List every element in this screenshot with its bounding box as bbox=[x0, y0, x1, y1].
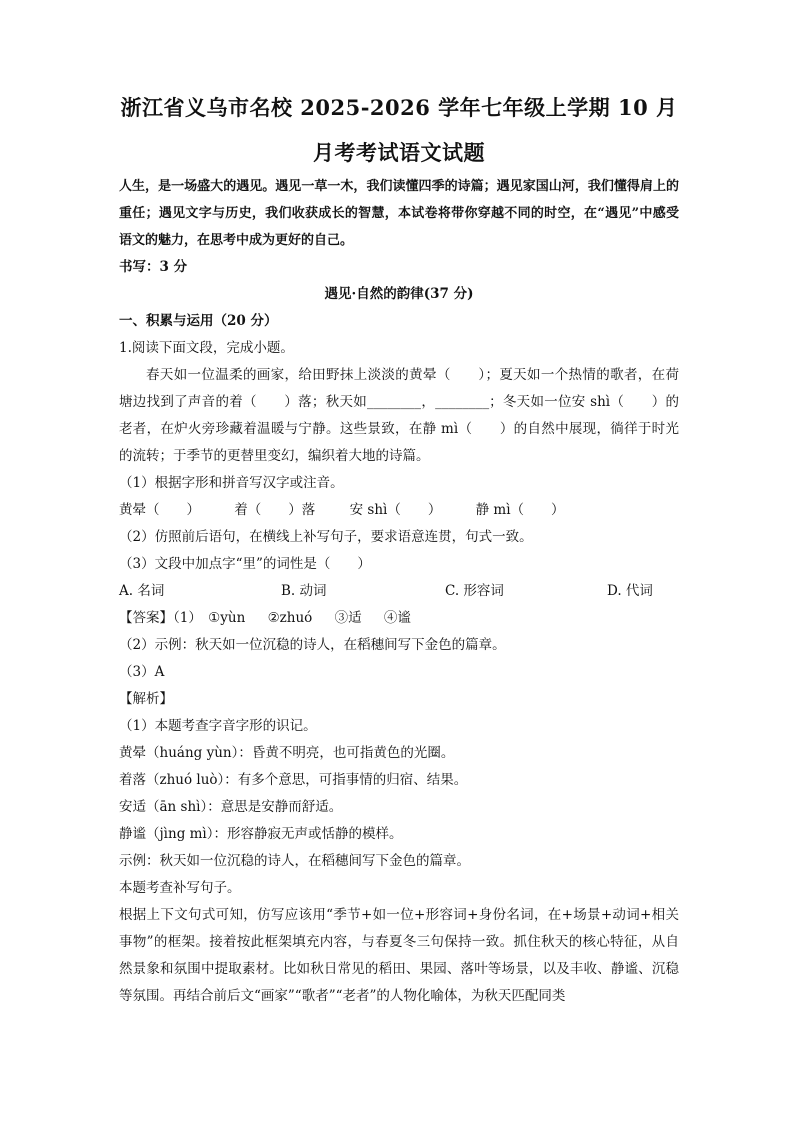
explain-line: 安适（ān shì）：意思是安静而舒适。 bbox=[119, 799, 343, 815]
pinyin-item: 安 shì（ ） bbox=[349, 502, 442, 518]
document-title-line2: 月考考试语文试题 bbox=[313, 140, 485, 165]
section-title: 遇见·自然的韵律(37 分) bbox=[324, 286, 474, 302]
document-page bbox=[119, 96, 679, 1010]
pinyin-items-row bbox=[119, 497, 679, 524]
explain-line: 静谧（jìng mì）：形容静寂无声或恬静的模样。 bbox=[119, 826, 403, 842]
analysis-label: 【解析】 bbox=[119, 691, 173, 707]
answer-item: ①yùn bbox=[208, 610, 246, 626]
pinyin-item: 着（ ）落 bbox=[234, 502, 316, 518]
answer-3: （3）A bbox=[119, 664, 165, 680]
analysis-1: （1）本题考查字音字形的识记。 bbox=[119, 718, 317, 734]
explain-line: 着落（zhuó luò）：有多个意思，可指事情的归宿、结果。 bbox=[119, 772, 468, 788]
option-a: A. 名词 bbox=[119, 583, 165, 599]
sub-question-3: （3）文段中加点字“里”的词性是（ ） bbox=[119, 556, 371, 572]
option-d: D. 代词 bbox=[607, 583, 653, 599]
answer-row bbox=[119, 605, 679, 632]
option-b: B. 动词 bbox=[281, 583, 327, 599]
answer-item: ③适 bbox=[334, 610, 362, 626]
answer-2: （2）示例：秋天如一位沉稳的诗人，在稻穗间写下金色的篇章。 bbox=[119, 637, 506, 653]
final-analysis-paragraph: 根据上下文句式可知，仿写应该用“季节+如一位+形容词+身份名词，在+场景+动词+相关事物”的框架。接着按此框架填充内容，与春夏冬三句保持一致。抓住秋天的核心特征，从自然景象和氛围中提取素材。比如秋日常见的稻田、果园、落叶等场景，以及丰收、静谧、沉稳等氛围。再结合前后文“画家”“歌者”“老者”的人物化喻体，为秋天匹配同类 bbox=[119, 907, 679, 1004]
explain-line: 本题考查补写句子。 bbox=[119, 880, 241, 896]
explain-line: 黄晕（huáng yùn）：昏黄不明亮，也可指黄色的光圈。 bbox=[119, 745, 455, 761]
pinyin-item: 静 mì（ ） bbox=[475, 502, 565, 518]
intro-paragraph: 人生，是一场盛大的遇见。遇见一草一木，我们读懂四季的诗篇；遇见家国山河，我们懂得肩上的重任；遇见文字与历史，我们收获成长的智慧，本试卷将带你穿越不同的时空，在“遇见”中感受语文的魅力，在思考中成为更好的自己。 bbox=[119, 179, 679, 248]
sub-question-1: （1）根据字形和拼音写汉字或注音。 bbox=[119, 475, 344, 491]
options-row bbox=[119, 578, 679, 605]
option-c: C. 形容词 bbox=[445, 583, 504, 599]
part-one-heading: 一、积累与运用（20 分） bbox=[119, 313, 278, 329]
explain-line: 示例：秋天如一位沉稳的诗人，在稻穗间写下金色的篇章。 bbox=[119, 853, 470, 869]
writing-score: 书写：3 分 bbox=[119, 259, 188, 275]
question-1: 1.阅读下面文段，完成小题。 bbox=[119, 340, 294, 356]
sub-question-2: （2）仿照前后语句，在横线上补写句子，要求语意连贯，句式一致。 bbox=[119, 529, 533, 545]
answer-item: ②zhuó bbox=[267, 610, 313, 626]
pinyin-item: 黄晕（ ） bbox=[119, 502, 200, 518]
answer-label: 【答案】（1） bbox=[119, 610, 202, 626]
answer-item: ④谧 bbox=[383, 610, 411, 626]
reading-passage: 春天如一位温柔的画家，给田野抹上淡淡的黄晕（ ）；夏天如一个热情的歌者，在荷塘边找到了声音的着（ ）落；秋天如________，________；冬天如一位安 shì（ ）的老者，在炉火旁珍藏着温暖与宁静。这些景致，在静 mì（ ）的自然中展现，徜徉于时光的流转；于季节的更替里变幻，编织着大地的诗篇。 bbox=[119, 367, 679, 464]
document-title-line1: 浙江省义乌市名校 2025-2026 学年七年级上学期 10 月 bbox=[120, 95, 678, 120]
